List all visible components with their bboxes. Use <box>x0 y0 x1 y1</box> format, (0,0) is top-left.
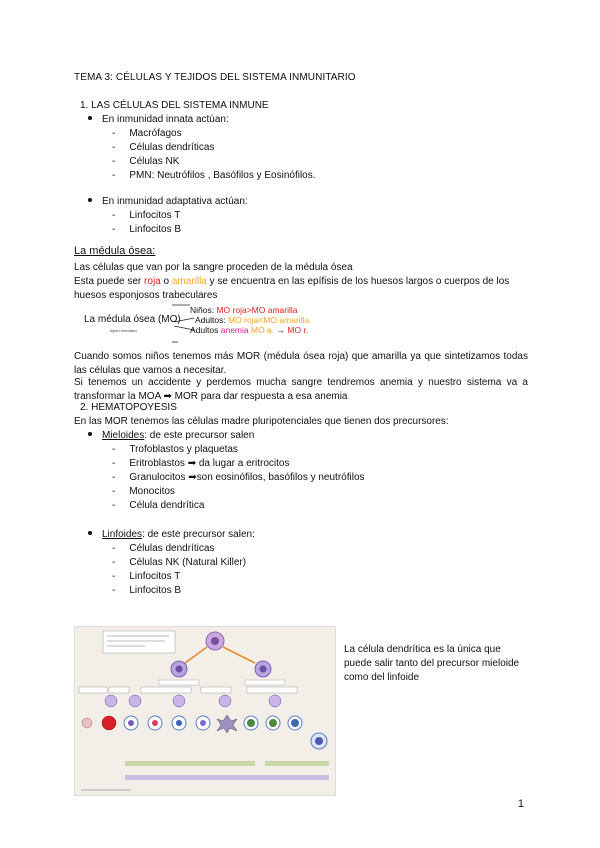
mo-adultos-anemia <box>190 325 308 335</box>
linfoides-item: Linfocitos T <box>129 571 181 582</box>
linfoides-label: Linfoides <box>102 529 143 540</box>
arrow-icon: → <box>276 325 286 335</box>
mieloides-label: Mieloides <box>102 430 145 441</box>
innate-item: Células NK <box>129 156 180 167</box>
mo-adultos <box>195 315 309 325</box>
innate-intro: En inmunidad innata actúan: <box>102 114 229 125</box>
linfoides-item: Células NK (Natural Killer) <box>129 557 247 568</box>
mo-r: MO r. <box>287 325 309 335</box>
bullet-dot <box>88 198 92 202</box>
section1-heading: 1. LAS CÉLULAS DEL SISTEMA INMUNE <box>80 100 269 111</box>
hematopoiesis-illustration <box>75 627 335 795</box>
mo-ninos-value: MO roja>MO amarilla <box>216 305 298 315</box>
list-item: - Eritroblastos ➡ da lugar a eritrocitos <box>112 458 290 469</box>
list-item: - Monocitos <box>112 486 175 497</box>
mo-diagram-label: La médula ósea (MO) <box>84 314 181 325</box>
list-item: - Linfocitos T <box>112 210 181 221</box>
text: Niños: <box>190 305 215 315</box>
linfoides-rest: : de este precursor salen: <box>142 529 255 540</box>
medula-para2: Si tenemos un accidente y perdemos mucha sangre tendremos anemia y nuestro sistema va a transformar la MOA ➡ MOR para dar respuesta a esa anemia <box>74 377 528 402</box>
innate-bullet <box>88 114 229 125</box>
text: Esta puede ser <box>74 276 142 287</box>
mieloides-rest: : de este precursor salen <box>144 430 255 441</box>
mieloides-item: Célula dendrítica <box>129 500 205 511</box>
medula-heading: La médula ósea: <box>74 245 156 257</box>
bullet-dot <box>88 116 92 120</box>
side-note-line: puede salir tanto del precursor mieloide <box>344 658 520 669</box>
section2-heading: 2. HEMATOPOYESIS <box>80 402 177 413</box>
list-item: - Trofoblastos y plaquetas <box>112 444 238 455</box>
linfoides-item: Linfocitos B <box>129 585 182 596</box>
section2-intro: En las MOR tenemos las células madre pluripotenciales que tienen dos precursores: <box>74 416 449 427</box>
text: Adultos <box>190 325 219 335</box>
linfoides-bullet <box>88 529 255 540</box>
adaptive-bullet <box>88 196 248 207</box>
side-note-line: La célula dendrítica es la única que <box>344 644 501 655</box>
roja-word: roja <box>144 276 161 287</box>
adaptive-intro: En inmunidad adaptativa actúan: <box>102 196 248 207</box>
mo-diagram-sublabel: tejido hemático <box>110 328 137 333</box>
list-item: - Macrófagos <box>112 128 182 139</box>
page-title: TEMA 3: CÉLULAS Y TEJIDOS DEL SISTEMA INMUNITARIO <box>74 72 356 83</box>
amarilla-word: amarilla <box>171 276 207 287</box>
hematopoiesis-figure <box>74 626 336 796</box>
list-item: - Linfocitos T <box>112 571 181 582</box>
list-item: - Linfocitos B <box>112 224 182 235</box>
list-item: - PMN: Neutrófilos , Basófilos y Eosinófilos. <box>112 170 316 181</box>
side-note <box>344 643 528 685</box>
anemia-word: anemia <box>220 325 249 335</box>
mieloides-item: Monocitos <box>129 486 175 497</box>
medula-para1: Cuando somos niños tenemos más MOR (médula ósea roja) que amarilla ya que sintetizamos todas las células que vamos a necesitar. <box>74 351 528 376</box>
text: o <box>163 276 170 287</box>
mo-adultos-value: MO roja<MO amarilla <box>228 315 310 325</box>
mieloides-item: Eritroblastos ➡ da lugar a eritrocitos <box>129 458 290 469</box>
text: Adultos: <box>195 315 226 325</box>
list-item: - Células NK <box>112 156 180 167</box>
page-number: 1 <box>517 798 524 810</box>
medula-line2 <box>74 276 509 287</box>
innate-item: Células dendríticas <box>129 142 215 153</box>
list-item: - Célula dendrítica <box>112 500 205 511</box>
adaptive-item: Linfocitos T <box>129 210 181 221</box>
list-item: - Células NK (Natural Killer) <box>112 557 247 568</box>
linfoides-item: Células dendríticas <box>129 543 215 554</box>
innate-item: Macrófagos <box>129 128 182 139</box>
mieloides-bullet <box>88 430 254 441</box>
medula-line1: Las células que van por la sangre proceden de la médula ósea <box>74 262 353 273</box>
mieloides-item: Trofoblastos y plaquetas <box>129 444 238 455</box>
text: y se encuentra en las epífisis de los huesos largos o cuerpos de los <box>209 276 510 287</box>
list-item: - Granulocitos ➡son eosinófilos, basófilos y neutrófilos <box>112 472 365 483</box>
bullet-dot <box>88 432 92 436</box>
list-item: - Células dendríticas <box>112 142 215 153</box>
medula-line3: huesos esponjosos trabeculares <box>74 290 218 301</box>
side-note-line: como del linfoide <box>344 672 420 683</box>
list-item: - Células dendríticas <box>112 543 215 554</box>
adaptive-item: Linfocitos B <box>129 224 182 235</box>
bullet-dot <box>88 531 92 535</box>
mo-ninos <box>190 305 297 315</box>
mo-a: MO a. <box>251 325 275 335</box>
innate-item: PMN: Neutrófilos , Basófilos y Eosinófilos. <box>129 170 316 181</box>
mieloides-item: Granulocitos ➡son eosinófilos, basófilos y neutrófilos <box>129 472 365 483</box>
list-item: - Linfocitos B <box>112 585 182 596</box>
